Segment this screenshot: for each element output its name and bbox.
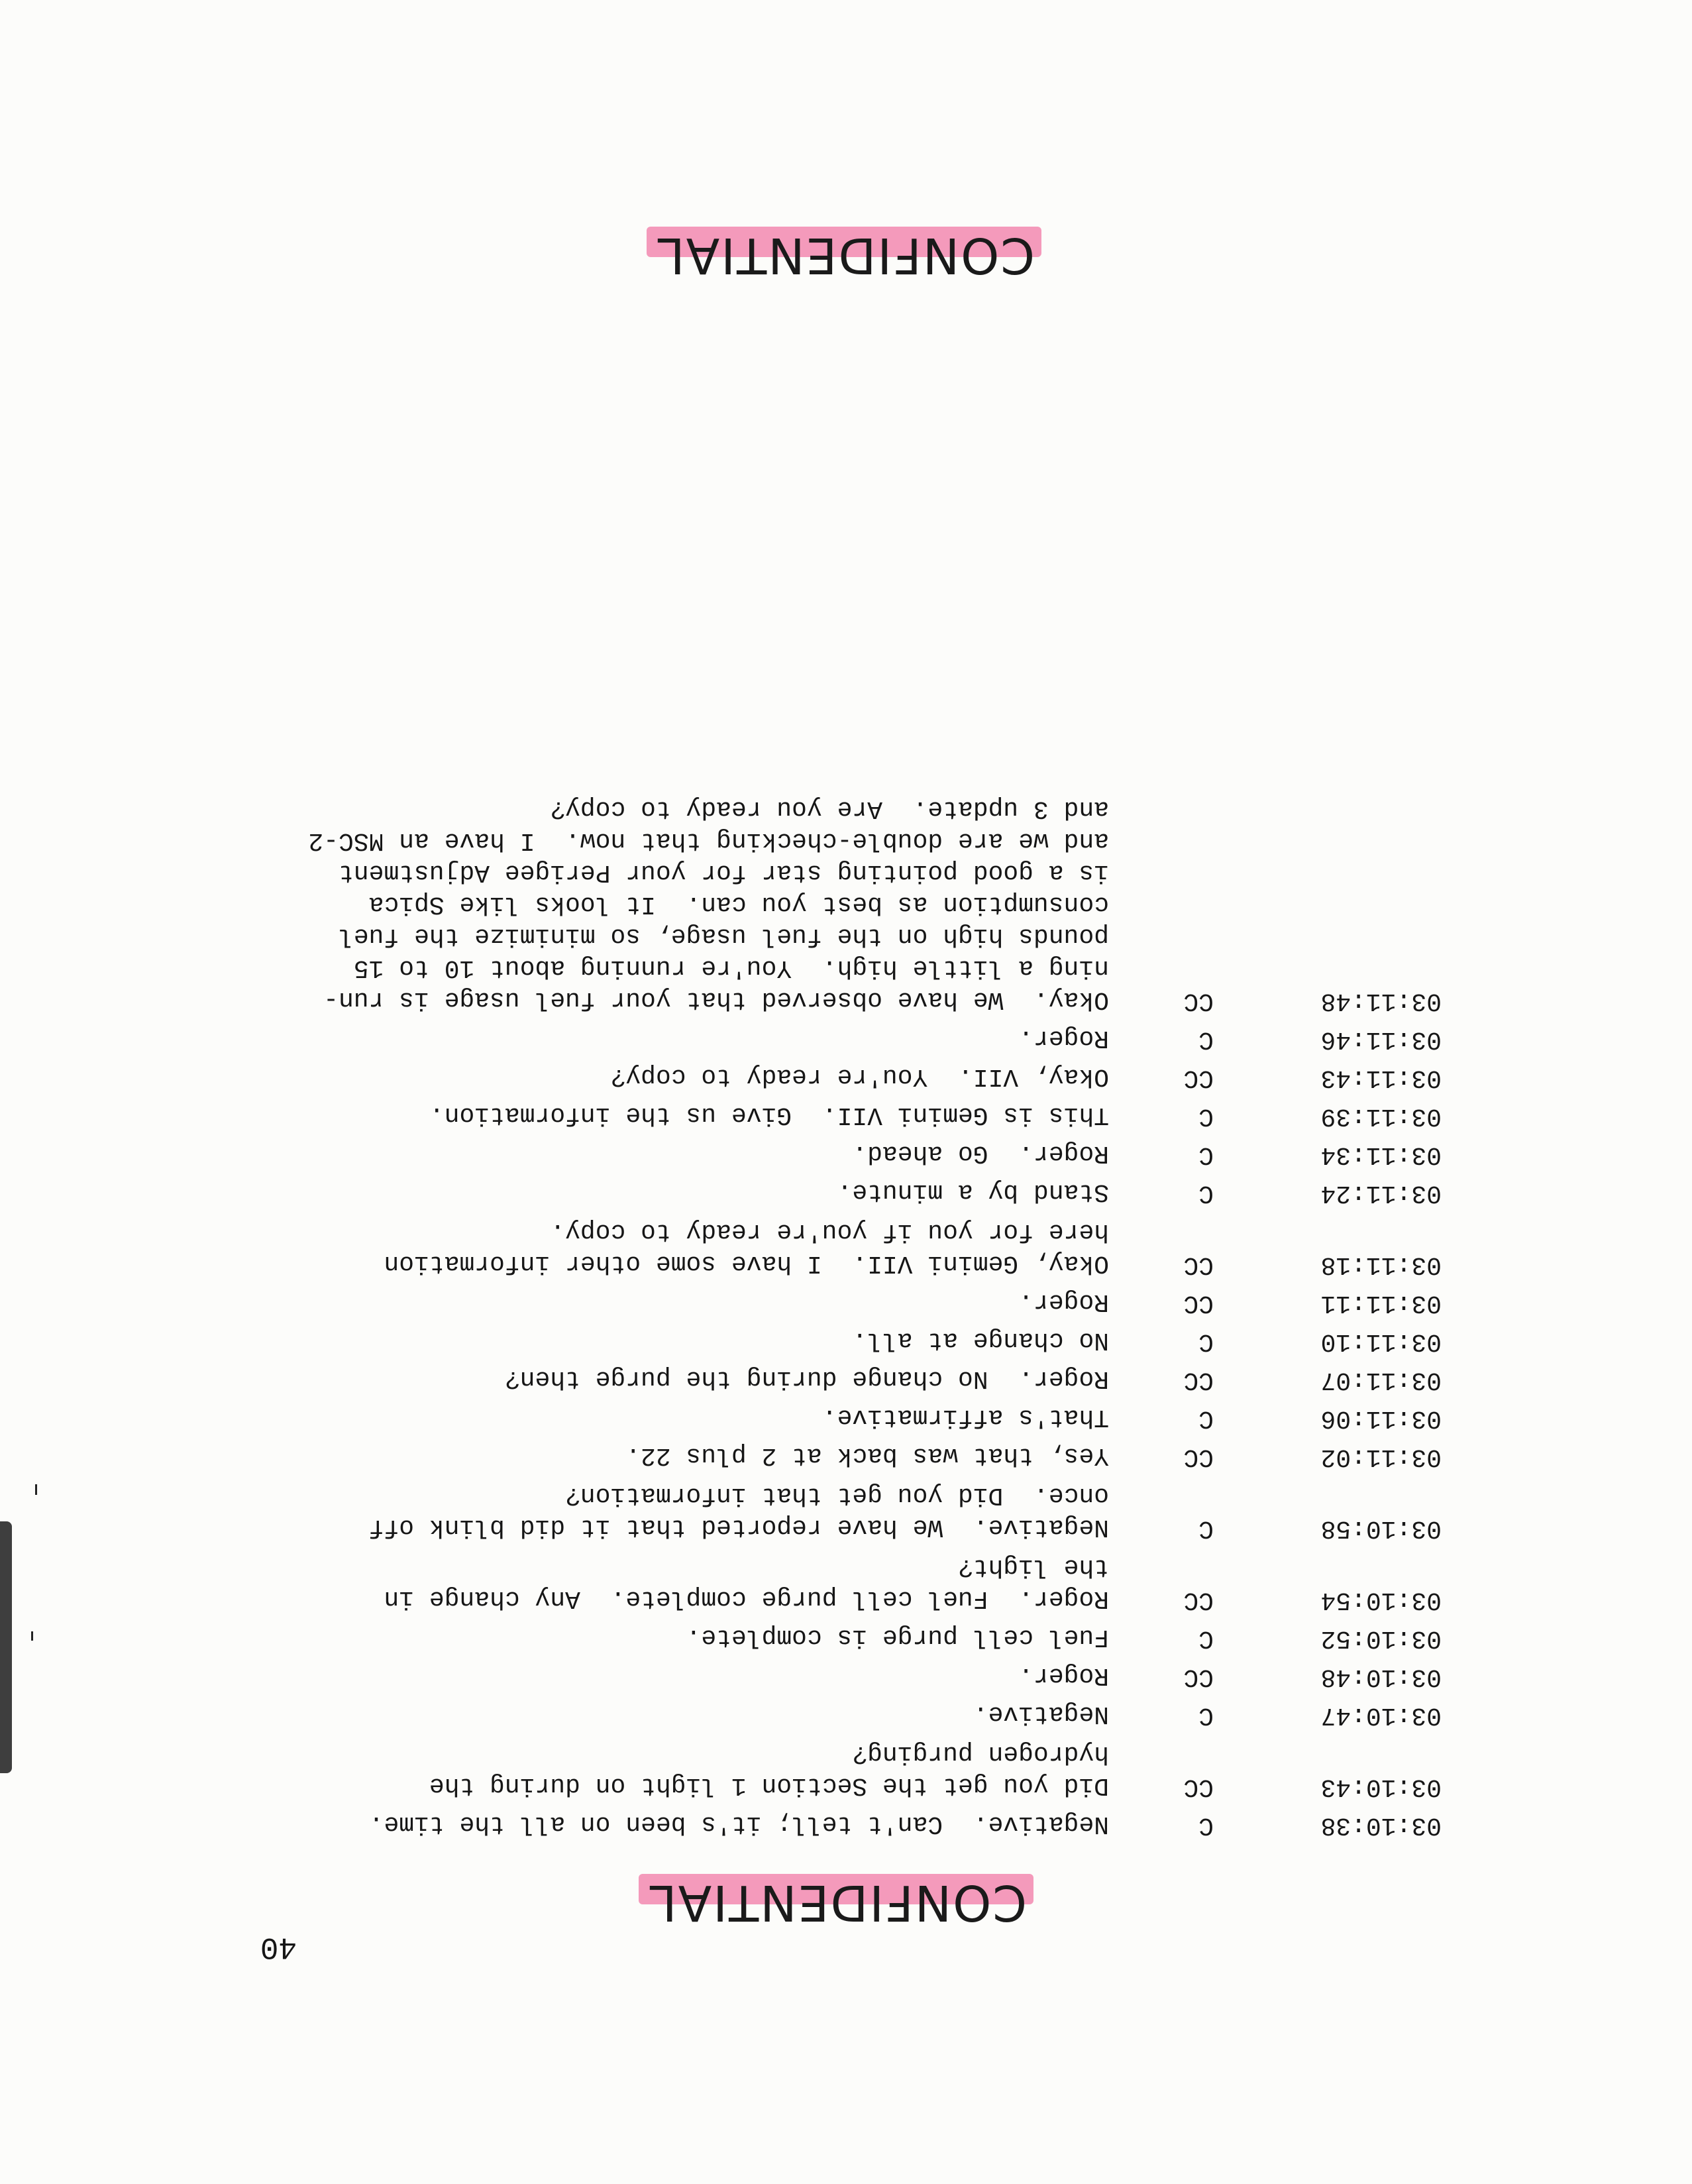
classification-stamp-top [648,1874,1027,1931]
speaker: C [1198,1811,1214,1839]
speaker: C [1198,1102,1214,1130]
utterance: Negative. We have reported that it did blink off once. Did you get that information? [368,1481,1109,1541]
utterance: Roger. [1018,1287,1109,1316]
utterance: This is Gemini VII. Give us the information. [429,1101,1109,1129]
utterance: Roger. Fuel cell purge complete. Any change in the light? [384,1553,1109,1613]
utterance: Roger. Go ahead. [852,1139,1109,1168]
speaker: C [1198,1179,1214,1207]
utterance: Okay, Gemini VII. I have some other information here for you if you're ready to copy. [384,1217,1109,1278]
timestamp: 03:11:06 [1320,1404,1442,1433]
speaker: C [1198,1624,1214,1653]
speaker: CC [1183,987,1214,1015]
timestamp: 03:11:10 [1320,1327,1442,1356]
speaker: C [1198,1701,1214,1729]
binding-mark [31,1631,33,1641]
utterance: Yes, that was back at 2 plus 22. [625,1441,1109,1470]
utterance: Roger. [1018,1024,1109,1052]
timestamp: 03:11:11 [1320,1289,1442,1317]
timestamp: 03:10:38 [1320,1811,1442,1839]
speaker: CC [1183,1663,1214,1691]
utterance: Negative. Can't tell; it's been on all the time. [368,1810,1109,1838]
timestamp: 03:10:48 [1320,1663,1442,1691]
utterance: Roger. No change during the purge then? [504,1364,1109,1393]
utterance: Okay, VII. You're ready to copy? [610,1062,1109,1091]
timestamp: 03:10:54 [1320,1586,1442,1614]
scan-edge-shadow [0,1521,12,1773]
page-number: 40 [260,1930,297,1964]
speaker: C [1198,1404,1214,1433]
utterance: Stand by a minute. [837,1177,1109,1206]
speaker: C [1198,1140,1214,1169]
speaker: C [1198,1514,1214,1543]
classification-stamp-bottom [656,227,1035,284]
utterance: No change at all. [852,1326,1109,1354]
timestamp: 03:11:24 [1320,1179,1442,1207]
utterance: Negative. [973,1700,1109,1728]
timestamp: 03:10:58 [1320,1514,1442,1543]
timestamp: 03:11:18 [1320,1250,1442,1279]
timestamp: 03:11:39 [1320,1102,1442,1130]
speaker: CC [1183,1366,1214,1394]
speaker: C [1198,1025,1214,1054]
classification-label: CONFIDENTIAL [648,1874,1027,1931]
timestamp: 03:10:43 [1320,1773,1442,1801]
timestamp: 03:11:07 [1320,1366,1442,1394]
speaker: CC [1183,1443,1214,1471]
speaker: C [1198,1327,1214,1356]
utterance: That's affirmative. [821,1403,1109,1431]
timestamp: 03:11:02 [1320,1443,1442,1471]
speaker: CC [1183,1289,1214,1317]
speaker: CC [1183,1586,1214,1614]
timestamp: 03:11:34 [1320,1140,1442,1169]
utterance: Okay. We have observed that your fuel usage is run- ning a little high. You're running about 10 to 15 pounds high on the fuel usage, so minimize the fuel consumption as best you can. It looks like Spica is a good pointing star for your Perigee Adjustment and we are double-checking that now. I have an MSC-2 and 3 update. Are you ready to copy? [308,794,1109,1014]
utterance: Fuel cell purge is complete. [686,1623,1109,1651]
speaker: CC [1183,1773,1214,1801]
speaker: CC [1183,1250,1214,1279]
speaker: CC [1183,1064,1214,1092]
classification-label: CONFIDENTIAL [656,227,1035,284]
timestamp: 03:11:46 [1320,1025,1442,1054]
timestamp: 03:11:43 [1320,1064,1442,1092]
utterance: Roger. [1018,1661,1109,1690]
timestamp: 03:10:47 [1320,1701,1442,1729]
binding-mark [35,1484,37,1495]
utterance: Did you get the Section 1 light on during the hydrogen purging? [429,1739,1109,1800]
timestamp: 03:10:52 [1320,1624,1442,1653]
timestamp: 03:11:48 [1320,987,1442,1015]
